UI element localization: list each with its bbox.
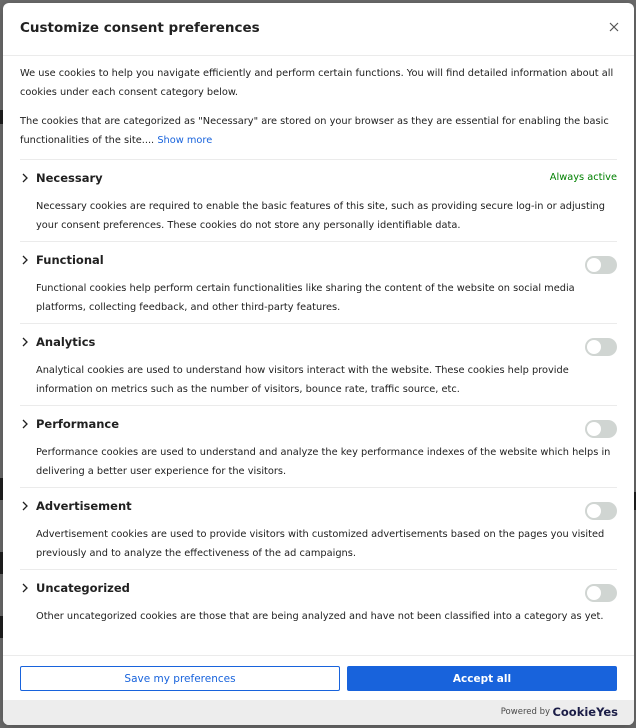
category-uncategorized	[20, 569, 617, 650]
category-description: Functional cookies help perform certain functionalities like sharing the content of the website on social media platforms, collecting feedback, and other third-party features.	[36, 283, 575, 313]
chevron-right-icon	[20, 582, 32, 596]
uncategorized-toggle[interactable]	[585, 584, 617, 602]
toggle-knob	[587, 258, 601, 272]
category-description: Necessary cookies are required to enable the basic features of this site, such as providing secure log-in or adjusting your consent preferences. These cookies do not store any personally identifiable data.	[36, 201, 605, 231]
analytics-toggle[interactable]	[585, 338, 617, 356]
chevron-right-icon	[20, 418, 32, 432]
category-description: Other uncategorized cookies are those that are being analyzed and have not been classified into a category as yet.	[36, 611, 604, 622]
category-header[interactable]	[20, 252, 617, 272]
category-header[interactable]	[20, 416, 617, 436]
category-header[interactable]	[20, 334, 617, 354]
category-necessary	[20, 159, 617, 242]
accept-all-button[interactable]: Accept all	[347, 666, 617, 691]
category-performance	[20, 405, 617, 488]
category-header[interactable]	[20, 498, 617, 518]
chevron-right-icon	[20, 500, 32, 514]
chevron-right-icon	[20, 254, 32, 268]
modal-title: Customize consent preferences	[20, 20, 260, 36]
modal-footer	[3, 655, 634, 700]
save-preferences-button[interactable]: Save my preferences	[20, 666, 340, 691]
performance-toggle[interactable]	[585, 420, 617, 438]
category-title: Performance	[36, 417, 120, 431]
toggle-knob	[587, 586, 601, 600]
show-more-link[interactable]: Show more	[157, 134, 213, 146]
category-functional	[20, 241, 617, 324]
intro-paragraph: We use cookies to help you navigate efficiently and perform certain functions. You will find detailed information about all cookies under each consent category below.	[20, 68, 614, 98]
category-description: Performance cookies are used to understand and analyze the key performance indexes of the website which helps in delivering a better user experience for the visitors.	[36, 447, 611, 477]
category-description: Analytical cookies are used to understand how visitors interact with the website. These cookies help provide information on metrics such as the number of visitors, bounce rate, traffic source, etc.	[36, 365, 569, 395]
category-title: Uncategorized	[36, 581, 130, 595]
category-header[interactable]	[20, 580, 617, 600]
functional-toggle[interactable]	[585, 256, 617, 274]
intro-paragraph-necessary	[20, 113, 617, 150]
always-active-label: Always active	[549, 172, 617, 183]
category-analytics	[20, 323, 617, 406]
chevron-right-icon	[20, 336, 32, 350]
toggle-knob	[587, 340, 601, 354]
category-title: Necessary	[36, 171, 103, 185]
chevron-right-icon	[20, 172, 32, 186]
modal-header	[3, 3, 634, 56]
consent-preferences-modal	[3, 3, 634, 725]
category-advertisement	[20, 487, 617, 570]
intro-text: The cookies that are categorized as "Necessary" are stored on your browser as they are essential for enabling the basic functionalities of the site....	[20, 116, 609, 146]
toggle-knob	[587, 422, 601, 436]
modal-body	[20, 55, 617, 653]
powered-by-bar	[3, 700, 634, 725]
close-icon[interactable]	[606, 19, 622, 35]
toggle-knob	[587, 504, 601, 518]
category-title: Functional	[36, 253, 104, 267]
cookieyes-logo[interactable]: CookieYes	[552, 705, 618, 719]
category-title: Analytics	[36, 335, 96, 349]
powered-by-label: Powered by	[500, 707, 550, 717]
category-title: Advertisement	[36, 499, 132, 513]
category-description: Advertisement cookies are used to provide visitors with customized advertisements based on the pages you visited previously and to analyze the effectiveness of the ad campaigns.	[36, 529, 605, 559]
advertisement-toggle[interactable]	[585, 502, 617, 520]
category-header[interactable]	[20, 170, 617, 190]
